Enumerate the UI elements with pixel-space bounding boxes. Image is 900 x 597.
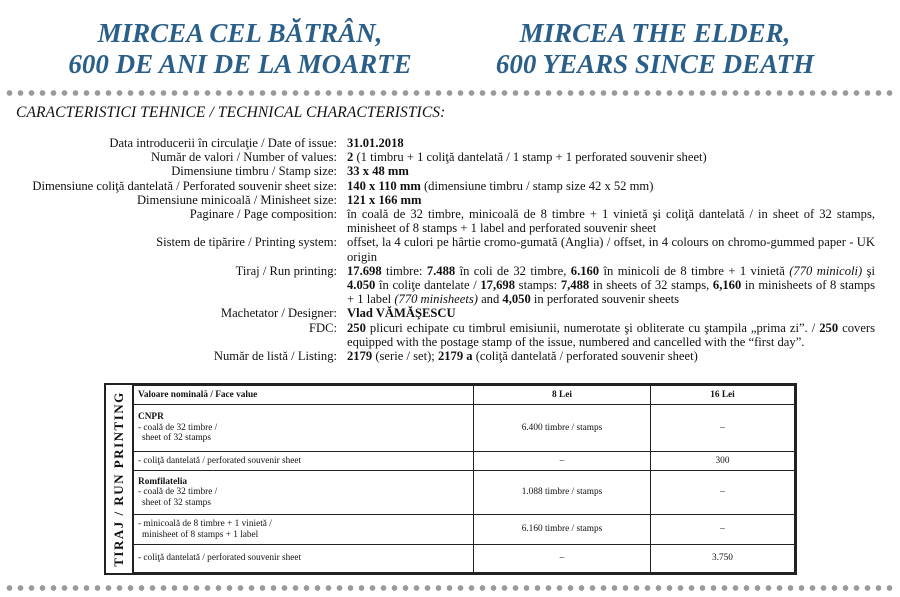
cnpr-sheet-cell: CNPR - coală de 32 timbre / sheet of 32 stamps	[134, 405, 474, 452]
cnpr-souvenir-16: 300	[651, 452, 795, 471]
spec-row-designer	[0, 306, 900, 320]
cnpr-sheet-16: –	[651, 405, 795, 452]
table-header-row	[134, 386, 795, 405]
face-value-table	[133, 385, 795, 573]
spec-label: Data introducerii în circulaţie / Date of issue:	[109, 136, 337, 150]
dotted-divider-bottom	[4, 584, 896, 592]
header-16-lei: 16 Lei	[651, 386, 795, 405]
table-row	[134, 452, 795, 471]
spec-label: FDC:	[309, 320, 337, 335]
romfilatelia-souvenir-cell: - coliţă dantelată / perforated souvenir sheet	[134, 545, 474, 573]
spec-value: 2179 (serie / set); 2179 a (coliţă dantelată / perforated souvenir sheet)	[347, 349, 698, 364]
spec-value: 31.01.2018	[347, 136, 404, 150]
spec-label: Sistem de tipărire / Printing system:	[156, 235, 337, 250]
spec-row-fdc	[0, 321, 900, 349]
title-en-line2: 600 YEARS SINCE DEATH	[495, 49, 815, 79]
spec-row-date	[0, 136, 900, 150]
spec-row-minisheet-size	[0, 193, 900, 207]
spec-label: Dimensiune timbru / Stamp size:	[171, 164, 337, 179]
cnpr-souvenir-cell: - coliţă dantelată / perforated souvenir sheet	[134, 452, 474, 471]
title-romanian	[40, 18, 440, 80]
spec-row-values	[0, 150, 900, 164]
spec-label: Număr de listă / Listing:	[213, 349, 337, 364]
spec-row-paging	[0, 207, 900, 235]
romfilatelia-sheet-8: 1.088 timbre / stamps	[474, 471, 651, 515]
title-ro-line1: MIRCEA CEL BĂTRÂN,	[97, 18, 383, 48]
spec-label: Tiraj / Run printing:	[235, 263, 337, 278]
spec-row-run	[0, 264, 900, 307]
romfilatelia-souvenir-8: –	[474, 545, 651, 573]
spec-row-stamp-size	[0, 164, 900, 178]
spec-row-printing	[0, 235, 900, 263]
run-printing-table	[104, 383, 797, 575]
dotted-divider-top	[4, 89, 896, 97]
spec-label: Dimensiune minicoală / Minisheet size:	[136, 192, 337, 207]
spec-value: Vlad VĂMĂŞESCU	[347, 306, 456, 321]
table-row	[134, 471, 795, 515]
spec-value: în coală de 32 timbre, minicoală de 8 timbre + 1 vinietă şi coliţă dantelată / in sheet of 32 stamps, minisheet of 8 stamps + 1 label and perforated souvenir sheet	[347, 207, 875, 236]
spec-label: Paginare / Page composition:	[189, 207, 337, 222]
spec-label: Dimensiune coliţă dantelată / Perforated souvenir sheet size:	[32, 178, 337, 193]
spec-value: 121 x 166 mm	[347, 192, 422, 207]
header-8-lei: 8 Lei	[474, 386, 651, 405]
cnpr-sheet-8: 6.400 timbre / stamps	[474, 405, 651, 452]
spec-label: Machetator / Designer:	[220, 306, 337, 321]
romfilatelia-minisheet-8: 6.160 timbre / stamps	[474, 515, 651, 545]
vertical-label: TIRAJ / RUN PRINTING	[106, 385, 133, 573]
spec-value: 33 x 48 mm	[347, 164, 409, 179]
romfilatelia-souvenir-16: 3.750	[651, 545, 795, 573]
romfilatelia-sheet-16: –	[651, 471, 795, 515]
table-row	[134, 405, 795, 452]
section-title: CARACTERISTICI TEHNICE / TECHNICAL CHARACTERISTICS:	[16, 104, 446, 121]
spec-row-listing	[0, 349, 900, 363]
title-en-line1: MIRCEA THE ELDER,	[519, 18, 791, 48]
technical-specs	[0, 136, 900, 363]
spec-value: 17.698 timbre: 7.488 în coli de 32 timbre, 6.160 în minicoli de 8 timbre + 1 vinietă (770 minicoli) şi 4.050 în coliţe dantelate / 17,698 stamps: 7,488 in sheets of 32 stamps, 6,160 in minisheets of 8 stamps + 1 label (770 minisheets) and 4,050 in perforated souvenir sheets	[347, 263, 876, 307]
romfilatelia-sheet-cell: Romfilatelia - coală de 32 timbre / sheet of 32 stamps	[134, 471, 474, 515]
spec-label: Număr de valori / Number of values:	[150, 150, 337, 165]
title-ro-line2: 600 DE ANI DE LA MOARTE	[68, 49, 412, 79]
spec-row-sheet-size	[0, 179, 900, 193]
table-row	[134, 545, 795, 573]
cnpr-souvenir-8: –	[474, 452, 651, 471]
spec-value: offset, la 4 culori pe hârtie cromo-gumată (Anglia) / offset, in 4 colours on chromo-gummed paper - UK origin	[347, 235, 875, 264]
romfilatelia-minisheet-16: –	[651, 515, 795, 545]
table-row	[134, 515, 795, 545]
spec-value: 2 (1 timbru + 1 coliţă dantelată / 1 stamp + 1 perforated souvenir sheet)	[347, 150, 707, 165]
romfilatelia-minisheet-cell: - minicoală de 8 timbre + 1 vinietă / minisheet of 8 stamps + 1 label	[134, 515, 474, 545]
spec-value: 140 x 110 mm (dimensiune timbru / stamp size 42 x 52 mm)	[347, 178, 654, 193]
title-english	[455, 18, 855, 80]
spec-value: 250 plicuri echipate cu timbrul emisiunii, numerotate şi obliterate cu ştampila „prima zi”. / 250 covers equipped with the postage stamp of the issue, numbered and cancelled with the “first day”.	[347, 320, 875, 349]
header-face-value: Valoare nominală / Face value	[134, 386, 474, 405]
